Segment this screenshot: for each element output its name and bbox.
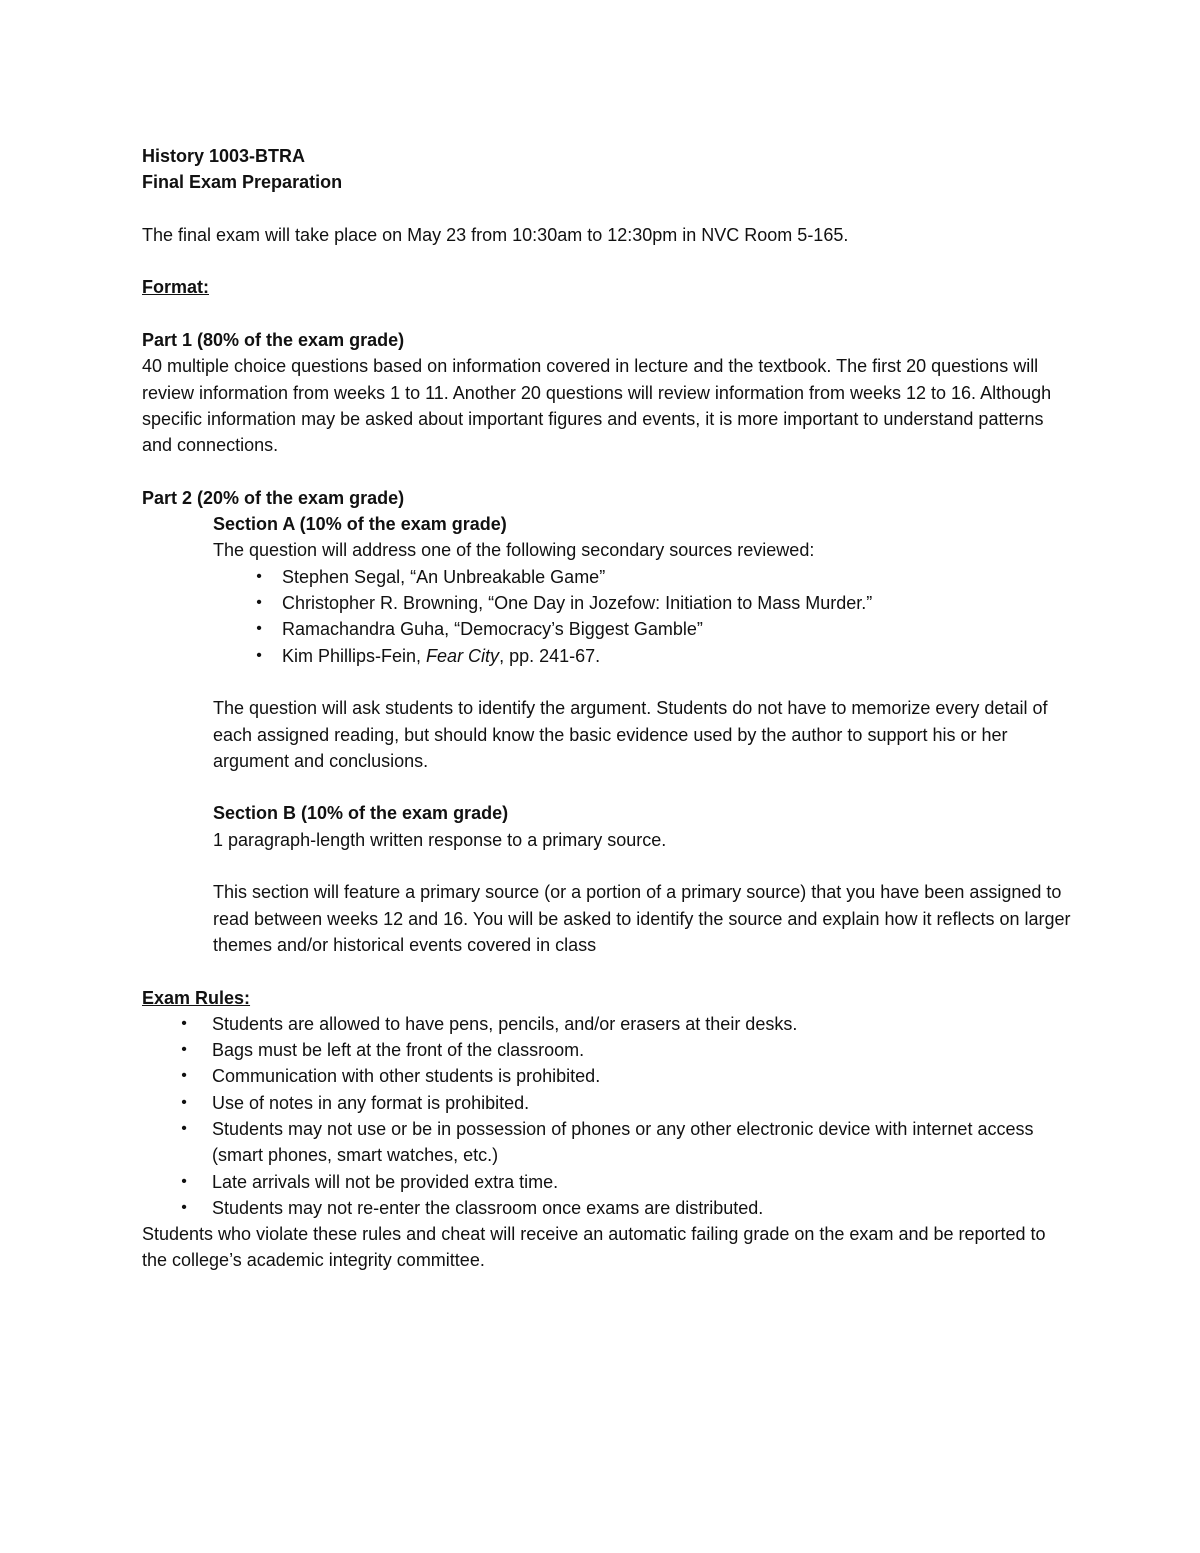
reading-author: Kim Phillips-Fein, — [282, 645, 427, 666]
rule-item: Students may not re-enter the classroom once exams are distributed. — [212, 1197, 764, 1218]
document-content — [142, 143, 1072, 1274]
list-item — [256, 564, 1072, 590]
section-a-note-block — [142, 695, 1072, 958]
exam-intro: The final exam will take place on May 23 from 10:30am to 12:30pm in NVC Room 5-165. — [142, 224, 849, 245]
section-b-lead: 1 paragraph-length written response to a primary source. — [213, 829, 667, 850]
list-item — [181, 1116, 1072, 1169]
list-item — [256, 616, 1072, 642]
part1-description: 40 multiple choice questions based on information covered in lecture and the textbook. The first 20 questions will review information from weeks 1 to 11. Another 20 questions will review information from weeks 12 to 16. Although specific information may be asked about important figures and events, it is more important to understand patterns and connections. — [142, 356, 1052, 456]
section-a — [142, 511, 1072, 564]
bullet-icon: • — [181, 1119, 187, 1137]
section-a-lead: The question will address one of the following secondary sources reviewed: — [213, 540, 815, 561]
list-item — [181, 1011, 1072, 1037]
rules-heading: Exam Rules: — [142, 987, 251, 1008]
bullet-icon: • — [181, 1014, 187, 1032]
reading-item: Christopher R. Browning, “One Day in Jozefow: Initiation to Mass Murder.” — [282, 593, 873, 614]
list-item — [181, 1195, 1072, 1221]
part2-heading: Part 2 (20% of the exam grade) — [142, 487, 405, 508]
course-title: History 1003-BTRA — [142, 146, 306, 166]
reading-item: Ramachandra Guha, “Democracy’s Biggest Gamble” — [282, 619, 703, 640]
section-a-heading: Section A (10% of the exam grade) — [213, 514, 507, 535]
rule-item: Students are allowed to have pens, pencils, and/or erasers at their desks. — [212, 1013, 798, 1034]
bullet-icon: • — [181, 1093, 187, 1111]
list-item — [181, 1090, 1072, 1116]
reading-list — [142, 564, 1072, 669]
reading-pages: , pp. 241-67. — [499, 645, 601, 666]
bullet-icon: • — [181, 1067, 187, 1085]
list-item — [256, 643, 1072, 669]
section-a-note: The question will ask students to identify the argument. Students do not have to memorize every detail of each assigned reading, but should know the basic evidence used by the author to support his or her argument and conclusions. — [213, 698, 1048, 771]
bullet-icon: • — [256, 567, 262, 585]
rule-item: Students may not use or be in possession of phones or any other electronic device with internet access (smart phones, smart watches, etc.) — [212, 1118, 1034, 1166]
bullet-icon: • — [256, 646, 262, 664]
reading-item: Stephen Segal, “An Unbreakable Game” — [282, 566, 606, 587]
rule-item: Communication with other students is prohibited. — [212, 1066, 601, 1087]
list-item — [181, 1063, 1072, 1089]
format-heading: Format: — [142, 277, 209, 298]
bullet-icon: • — [181, 1041, 187, 1059]
rule-item: Use of notes in any format is prohibited. — [212, 1092, 530, 1113]
bullet-icon: • — [256, 620, 262, 638]
list-item — [256, 590, 1072, 616]
section-b-heading: Section B (10% of the exam grade) — [213, 803, 509, 824]
rule-item: Late arrivals will not be provided extra time. — [212, 1171, 559, 1192]
part1-heading: Part 1 (80% of the exam grade) — [142, 330, 405, 351]
list-item — [181, 1037, 1072, 1063]
rules-list — [142, 1011, 1072, 1221]
bullet-icon: • — [181, 1172, 187, 1190]
rules-footer: Students who violate these rules and cheat will receive an automatic failing grade on the exam and be reported to the college’s academic integrity committee. — [142, 1224, 1046, 1271]
document-title: Final Exam Preparation — [142, 172, 343, 193]
section-b-note: This section will feature a primary source (or a portion of a primary source) that you have been assigned to read between weeks 12 and 16. You will be asked to identify the source and explain how it reflects on larger themes and/or historical events covered in class — [213, 882, 1071, 955]
list-item — [181, 1169, 1072, 1195]
bullet-icon: • — [181, 1198, 187, 1216]
reading-book-title: Fear City — [426, 645, 500, 666]
bullet-icon: • — [256, 594, 262, 612]
rule-item: Bags must be left at the front of the classroom. — [212, 1040, 585, 1061]
